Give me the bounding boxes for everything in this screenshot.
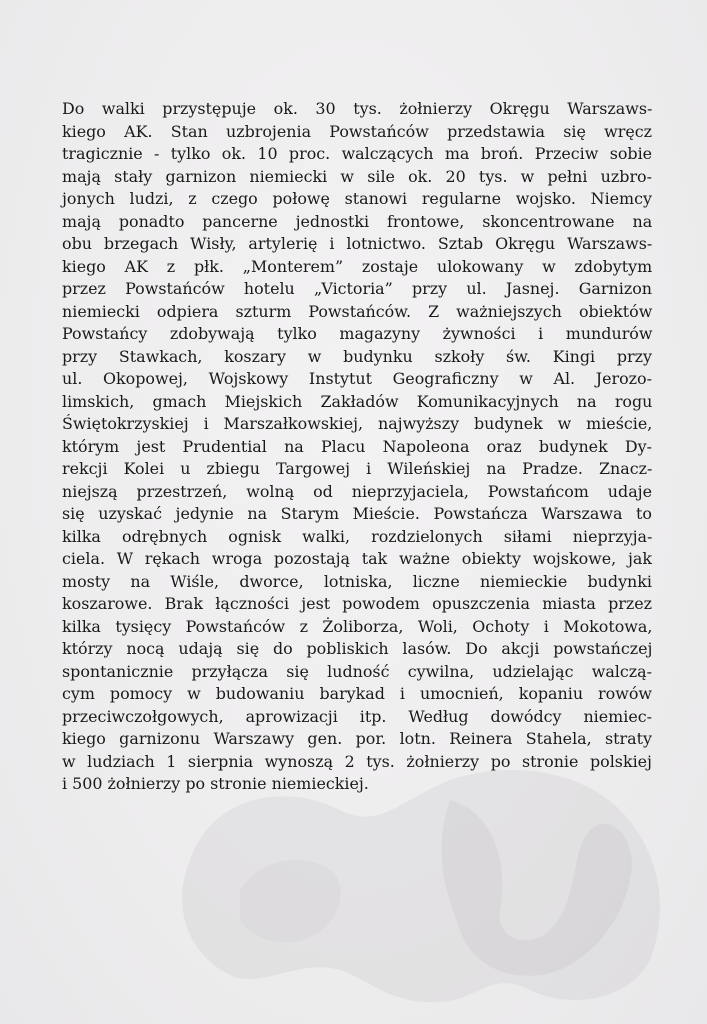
text-line-14: limskich, gmach Miejskich Zakładów Komunikacyjnych na rogu [62,391,653,411]
text-line-19: się uzyskać jedynie na Starym Mieście. Powstańcza Warszawa to [62,504,652,523]
body-text [62,98,652,796]
text-line-31: i 500 żołnierzy po stronie niemieckiej. [62,774,369,793]
text-line-13: ul. Okopowej, Wojskowy Instytut Geograficzny w Al. Jerozo- [62,369,652,388]
text-line-11: Powstańcy zdobywają tylko magazyny żywności i mundurów [62,324,653,343]
text-line-8: kiego AK z płk. „Monterem” zostaje ulokowany w zdobytym [62,256,653,276]
text-line-18: niejszą przestrzeń, wolną od nieprzyjaciela, Powstańcom udaje [62,481,652,501]
text-line-7: obu brzegach Wisły, artylerię i lotnictwo. Sztab Okręgu Warszaws- [62,234,653,253]
text-line-16: którym jest Prudential na Placu Napoleona oraz budynek Dy- [62,436,652,456]
text-line-30: w ludziach 1 sierpnia wynoszą 2 tys. żołnierzy po stronie polskiej [62,751,652,771]
text-line-6: mają ponadto pancerne jednostki frontowe, skoncentrowane na [62,211,653,231]
text-line-5: jonych ludzi, z czego połowę stanowi regularne wojsko. Niemcy [62,189,652,208]
text-line-24: kilka tysięcy Powstańców z Żoliborza, Woli, Ochoty i Mokotowa, [62,616,653,636]
text-line-28: przeciwczołgowych, aprowizacji itp. Według dowódcy niemiec- [62,706,652,726]
text-line-12: przy Stawkach, koszary w budynku szkoły św. Kingi przy [62,346,652,366]
text-line-23: koszarowe. Brak łączności jest powodem opuszczenia miasta przez [62,594,652,613]
text-line-26: spontanicznie przyłącza się ludność cywilna, udzielając walczą- [62,661,652,681]
text-line-9: przez Powstańców hotelu „Victoria” przy ul. Jasnej. Garnizon [62,279,652,298]
text-line-17: rekcji Kolei u zbiegu Targowej i Wileńskiej na Pradze. Znacz- [62,459,653,478]
text-line-1: Do walki przystępuje ok. 30 tys. żołnierzy Okręgu Warszaws- [62,99,653,118]
text-line-29: kiego garnizonu Warszawy gen. por. lotn. Reinera Stahela, straty [62,729,652,748]
text-line-22: mosty na Wiśle, dworce, lotniska, liczne niemieckie budynki [62,571,652,591]
text-line-25: którzy nocą udają się do pobliskich lasów. Do akcji powstańczej [62,639,653,658]
text-line-21: ciela. W rękach wroga pozostają tak ważne obiekty wojskowe, jak [62,549,652,568]
text-line-3: tragicznie - tylko ok. 10 proc. walczących ma broń. Przeciw sobie [62,144,653,163]
text-line-27: cym pomocy w budowaniu barykad i umocnień, kopaniu rowów [62,684,652,703]
text-line-4: mają stały garnizon niemiecki w sile ok. 20 tys. w pełni uzbro- [62,166,652,186]
text-line-15: Świętokrzyskiej i Marszałkowskiej, najwyższy budynek w mieście, [62,414,653,433]
text-line-10: niemiecki odpiera szturm Powstańców. Z ważniejszych obiektów [62,301,653,321]
text-line-2: kiego AK. Stan uzbrojenia Powstańców przedstawia się wręcz [62,121,652,141]
text-line-20: kilka odrębnych ognisk walki, rozdzielonych siłami nieprzyja- [62,526,653,546]
